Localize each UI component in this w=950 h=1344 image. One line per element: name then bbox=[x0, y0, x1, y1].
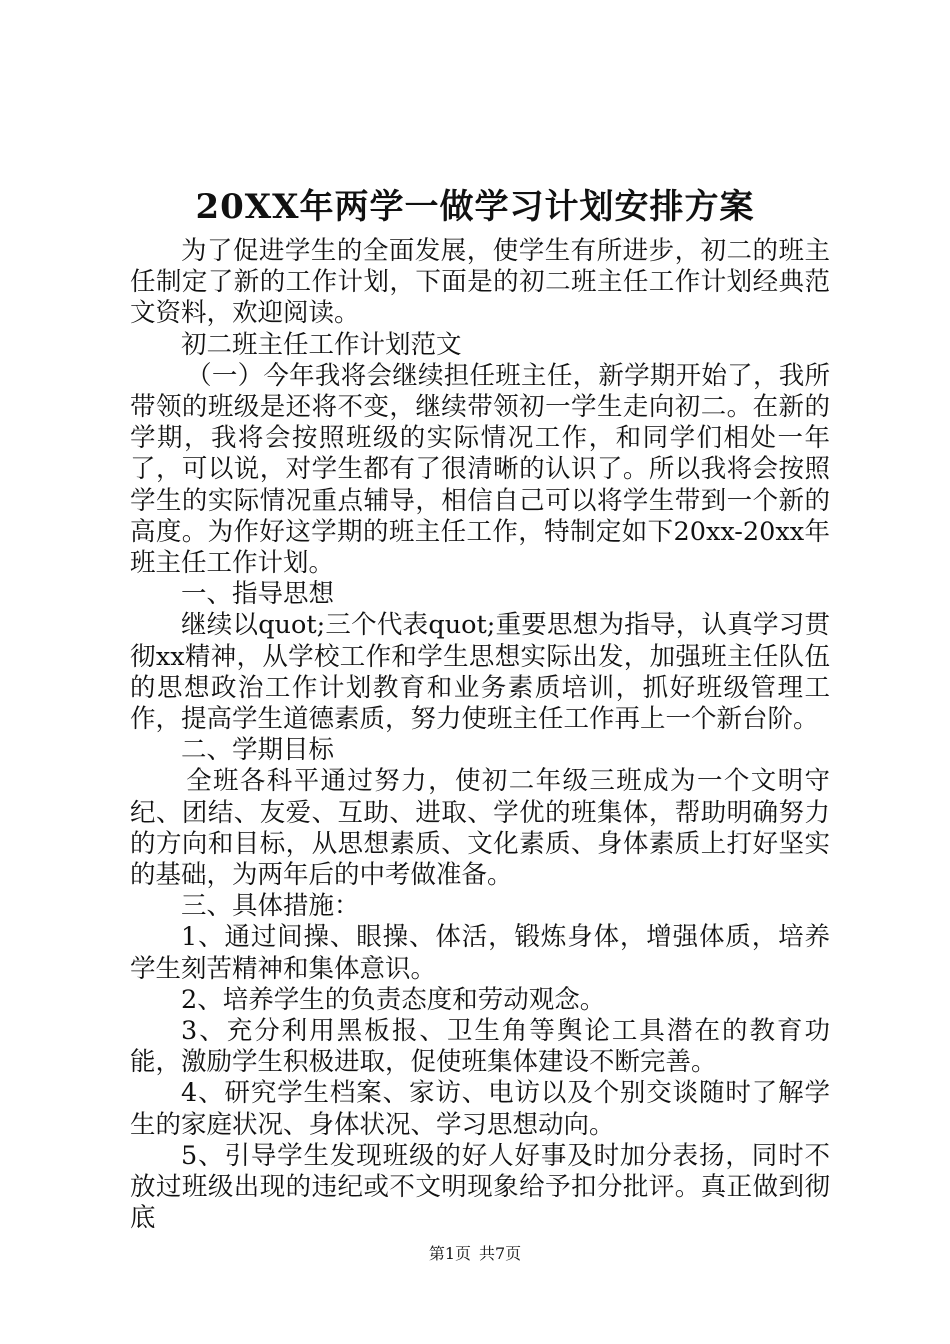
page-total: 共7页 bbox=[479, 1244, 522, 1263]
heading-measures: 三、具体措施： bbox=[181, 891, 360, 922]
list-item-measure-3: 3、充分利用黑板报、卫生角等舆论工具潜在的教育功能，激励学生积极进取，促使班集体建设不断完善。 bbox=[130, 1016, 830, 1078]
page-footer bbox=[0, 1242, 950, 1266]
document-title: 20XX年两学一做学习计划安排方案 bbox=[195, 187, 755, 227]
paragraph-intro: 为了促进学生的全面发展，使学生有所进步，初二的班主任制定了新的工作计划，下面是的初二班主任工作计划经典范文资料，欢迎阅读。 bbox=[130, 236, 830, 329]
list-item-measure-4: 4、研究学生档案、家访、电访以及个别交谈随时了解学生的家庭状况、身体状况、学习思想动向。 bbox=[130, 1078, 830, 1140]
paragraph-guiding-thought: 继续以quot;三个代表quot;重要思想为指导，认真学习贯彻xx精神，从学校工作和学生思想实际出发，加强班主任队伍的思想政治工作计划教育和业务素质培训，抓好班级管理工作，提高学生道德素质，努力使班主任工作再上一个新台阶。 bbox=[130, 610, 830, 735]
heading-semester-goal: 二、学期目标 bbox=[181, 735, 335, 766]
page-number: 第1页 bbox=[428, 1244, 471, 1263]
paragraph-subtitle: 初二班主任工作计划范文 bbox=[181, 329, 462, 360]
list-item-measure-1: 1、通过间操、眼操、体活，锻炼身体，增强体质，培养学生刻苦精神和集体意识。 bbox=[130, 922, 830, 984]
paragraph-section-one: （一）今年我将会继续担任班主任，新学期开始了，我所带领的班级是还将不变，继续带领初一学生走向初二。在新的学期，我将会按照班级的实际情况工作，和同学们相处一年了，可以说，对学生都有了很清晰的认识了。所以我将会按照学生的实际情况重点辅导，相信自己可以将学生带到一个新的高度。为作好这学期的班主任工作，特制定如下20xx-20xx年班主任工作计划。 bbox=[130, 360, 830, 579]
document-body bbox=[130, 236, 830, 1235]
heading-guiding-thought: 一、指导思想 bbox=[181, 579, 335, 610]
list-item-measure-5: 5、引导学生发现班级的好人好事及时加分表扬，同时不放过班级出现的违纪或不文明现象给予扣分批评。真正做到彻底 bbox=[130, 1140, 830, 1234]
list-item-measure-2: 2、培养学生的负责态度和劳动观念。 bbox=[181, 984, 606, 1015]
paragraph-semester-goal: 全班各科平通过努力，使初二年级三班成为一个文明守纪、团结、友爱、互助、进取、学优的班集体，帮助明确努力的方向和目标，从思想素质、文化素质、身体素质上打好坚实的基础，为两年后的中考做准备。 bbox=[130, 766, 830, 891]
